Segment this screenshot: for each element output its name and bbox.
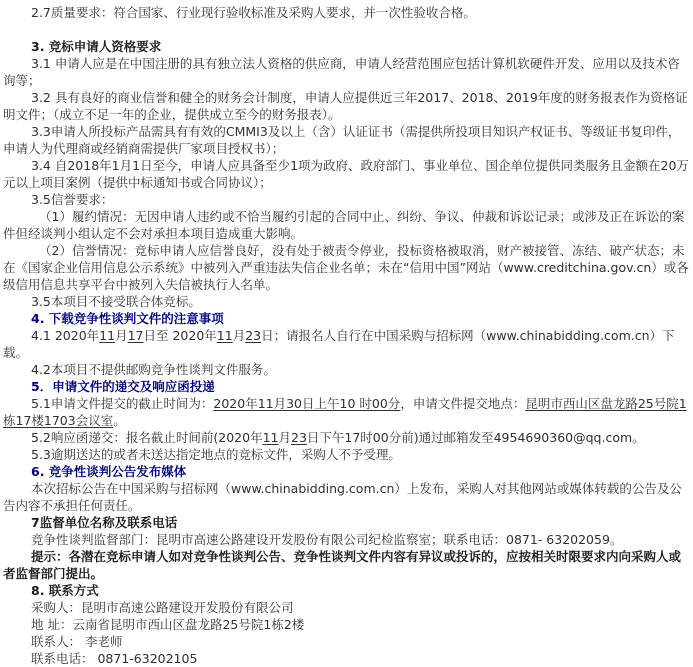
heading-8-contact [3, 582, 689, 599]
clause-7-notice [3, 548, 689, 582]
clause-5-1-segment-4: 。 [113, 413, 126, 428]
heading-4-download-notes-segment-0: 4. 下载竞争性谈判文件的注意事项 [31, 311, 224, 326]
clause-3-2-segment-0: 3.2 具有良好的商业信誉和健全的财务会计制度，申请人应提供近三年2017、2018、2019年度的财务报表作为资格证明文件；（成立不足一年的企业，提供成立至今的财务报表）。 [3, 90, 688, 122]
clause-4-2 [3, 361, 689, 378]
clause-5-3-segment-0: 5.3逾期送达的或者未送达指定地点的竞标文件，采购人不予受理。 [31, 447, 401, 462]
contact-person-segment-0: 联系人： 李老师 [31, 634, 123, 649]
clause-4-2-segment-0: 4.2本项目不提供邮购竞争性谈判文件服务。 [31, 362, 276, 377]
clause-3-5-no-consortium [3, 293, 689, 310]
heading-7-supervision-segment-0: 7监督单位名称及联系电话 [31, 515, 178, 530]
contact-purchaser-segment-0: 采购人：昆明市高速公路建设开发股份有限公司 [31, 600, 294, 615]
heading-7-supervision [3, 514, 689, 531]
clause-5-1-segment-1: 2020年11月30日上午10 时00分 [213, 396, 401, 411]
clause-6-body-segment-0: 本次招标公告在中国采购与招标网（www.chinabidding.com.cn）上发布，采购人对其他网站或媒体转载的公告及公告内容不承担任何责任。 [3, 481, 682, 513]
clause-4-1-segment-3: 17 [127, 328, 144, 343]
clause-3-5-item-1 [3, 208, 689, 242]
contact-person [3, 633, 689, 650]
heading-3-qualification-segment-0: 3. 竞标申请人资格要求 [31, 39, 162, 54]
clause-5-1 [3, 395, 689, 429]
clause-3-5-credit [3, 191, 689, 208]
clause-3-5-item-1-segment-0: （1）履约情况：无因申请人违约或不恰当履约引起的合同中止、纠纷、争议、仲裁和诉讼记录；或涉及正在诉讼的案件但经谈判小组认定不会对承担本项目造成重大影响。 [3, 209, 685, 241]
clause-3-5-no-consortium-segment-0: 3.5本项目不接受联合体竞标。 [31, 294, 201, 309]
clause-5-3 [3, 446, 689, 463]
clause-5-1-segment-3: 昆明市西山区盘龙路25号院1栋17楼1703会议室 [3, 396, 687, 428]
clause-4-1-segment-6: 月 [232, 328, 246, 343]
clause-7-body [3, 531, 689, 548]
clause-4-1-segment-1: 11 [99, 328, 116, 343]
clause-4-1-segment-2: 月 [115, 328, 128, 343]
clause-3-2 [3, 89, 689, 123]
contact-address-segment-0: 地 址：云南省昆明市西山区盘龙路25号院1栋2楼 [31, 617, 305, 632]
heading-6-media-segment-0: 6. 竞争性谈判公告发布媒体 [31, 464, 187, 479]
announcement-body [3, 4, 689, 667]
clause-2-7-quality [3, 4, 689, 21]
clause-3-4-segment-0: 3.4 自2018年1月1日至今，申请人应具备至少1项为政府、政府部门、事业单位、国企单位提供同类服务且金额在20万元以上项目案例（提供中标通知书或合同协议）； [3, 158, 689, 190]
clause-4-1-segment-5: 11 [216, 328, 233, 343]
heading-3-qualification [3, 38, 689, 55]
clause-6-body [3, 480, 689, 514]
clause-5-2-segment-2: 月 [278, 430, 291, 445]
contact-phone [3, 650, 689, 667]
clause-3-1 [3, 55, 689, 89]
clause-4-1-segment-0: 4.1 2020年 [31, 328, 100, 343]
clause-5-2 [3, 429, 689, 446]
clause-2-7-quality-segment-0: 2.7质量要求：符合国家、行业现行验收标准及采购人要求，并一次性验收合格。 [31, 5, 476, 20]
clause-4-1 [3, 327, 689, 361]
clause-5-1-segment-2: ，申请文件提交地点： [400, 396, 526, 411]
clause-3-4 [3, 157, 689, 191]
clause-3-3-segment-0: 3.3申请人所投标产品需具有有效的CMMI3及以上（含）认证证书（需提供所投项目知识产权证书、等级证书复印件，申请人为代理商或经销商需提供厂家项目授权书）； [3, 124, 681, 156]
heading-5-submission-segment-0: 5．申请文件的递交及响应函投递 [31, 379, 215, 394]
clause-4-1-segment-8: 日；请报名人自行在中国采购与招标网（www.chinabidding.com.cn）下载。 [3, 328, 675, 360]
contact-phone-segment-0: 联系电话： 0871-63202105 [31, 651, 198, 666]
clause-3-3 [3, 123, 689, 157]
heading-5-submission [3, 378, 689, 395]
heading-8-contact-segment-0: 8. 联系方式 [31, 583, 99, 598]
clause-5-1-segment-0: 5.1申请文件提交的截止时间为： [31, 396, 214, 411]
clause-4-1-segment-7: 23 [245, 328, 262, 343]
clause-3-5-item-2-segment-0: （2）信誉情况：竞标申请人应信誉良好，没有处于被责令停业，投标资格被取消，财产被接管、冻结、破产状态；未在《国家企业信用信息公示系统》中被列入严重违法失信企业名单；未在“信用中国”网站（www.creditchina.gov.cn）或各级信用信息共享平台中被列入失信被执行人名单。 [3, 243, 689, 292]
clause-5-2-segment-1: 11 [262, 430, 279, 445]
blank-line [3, 21, 689, 38]
clause-7-notice-segment-0: 提示：各潜在竞标申请人如对竞争性谈判公告、竞争性谈判文件内容有异议或投诉的，应按相关时限要求内向采购人或者监督部门提出。 [3, 549, 682, 581]
clause-3-5-item-2 [3, 242, 689, 293]
heading-6-media [3, 463, 689, 480]
heading-4-download-notes [3, 310, 689, 327]
contact-address [3, 616, 689, 633]
clause-7-body-segment-0: 竞争性谈判监督部门：昆明市高速公路建设开发股份有限公司纪检监察室；联系电话：0871- 63202059。 [31, 532, 623, 547]
contact-purchaser [3, 599, 689, 616]
clause-5-2-segment-0: 5.2响应函递交：报名截止时间前(2020年 [31, 430, 263, 445]
clause-5-2-segment-4: 日下午17时00分前)通过邮箱发至4954690360@qq.com。 [306, 430, 645, 445]
clause-3-1-segment-0: 3.1 申请人应是在中国注册的具有独立法人资格的供应商，申请人经营范围应包括计算机软硬件开发、应用以及技术咨询等； [3, 56, 680, 88]
clause-4-1-segment-4: 日至 2020年 [143, 328, 217, 343]
clause-3-5-credit-segment-0: 3.5信誉要求： [31, 192, 114, 207]
clause-5-2-segment-3: 23 [291, 430, 307, 445]
